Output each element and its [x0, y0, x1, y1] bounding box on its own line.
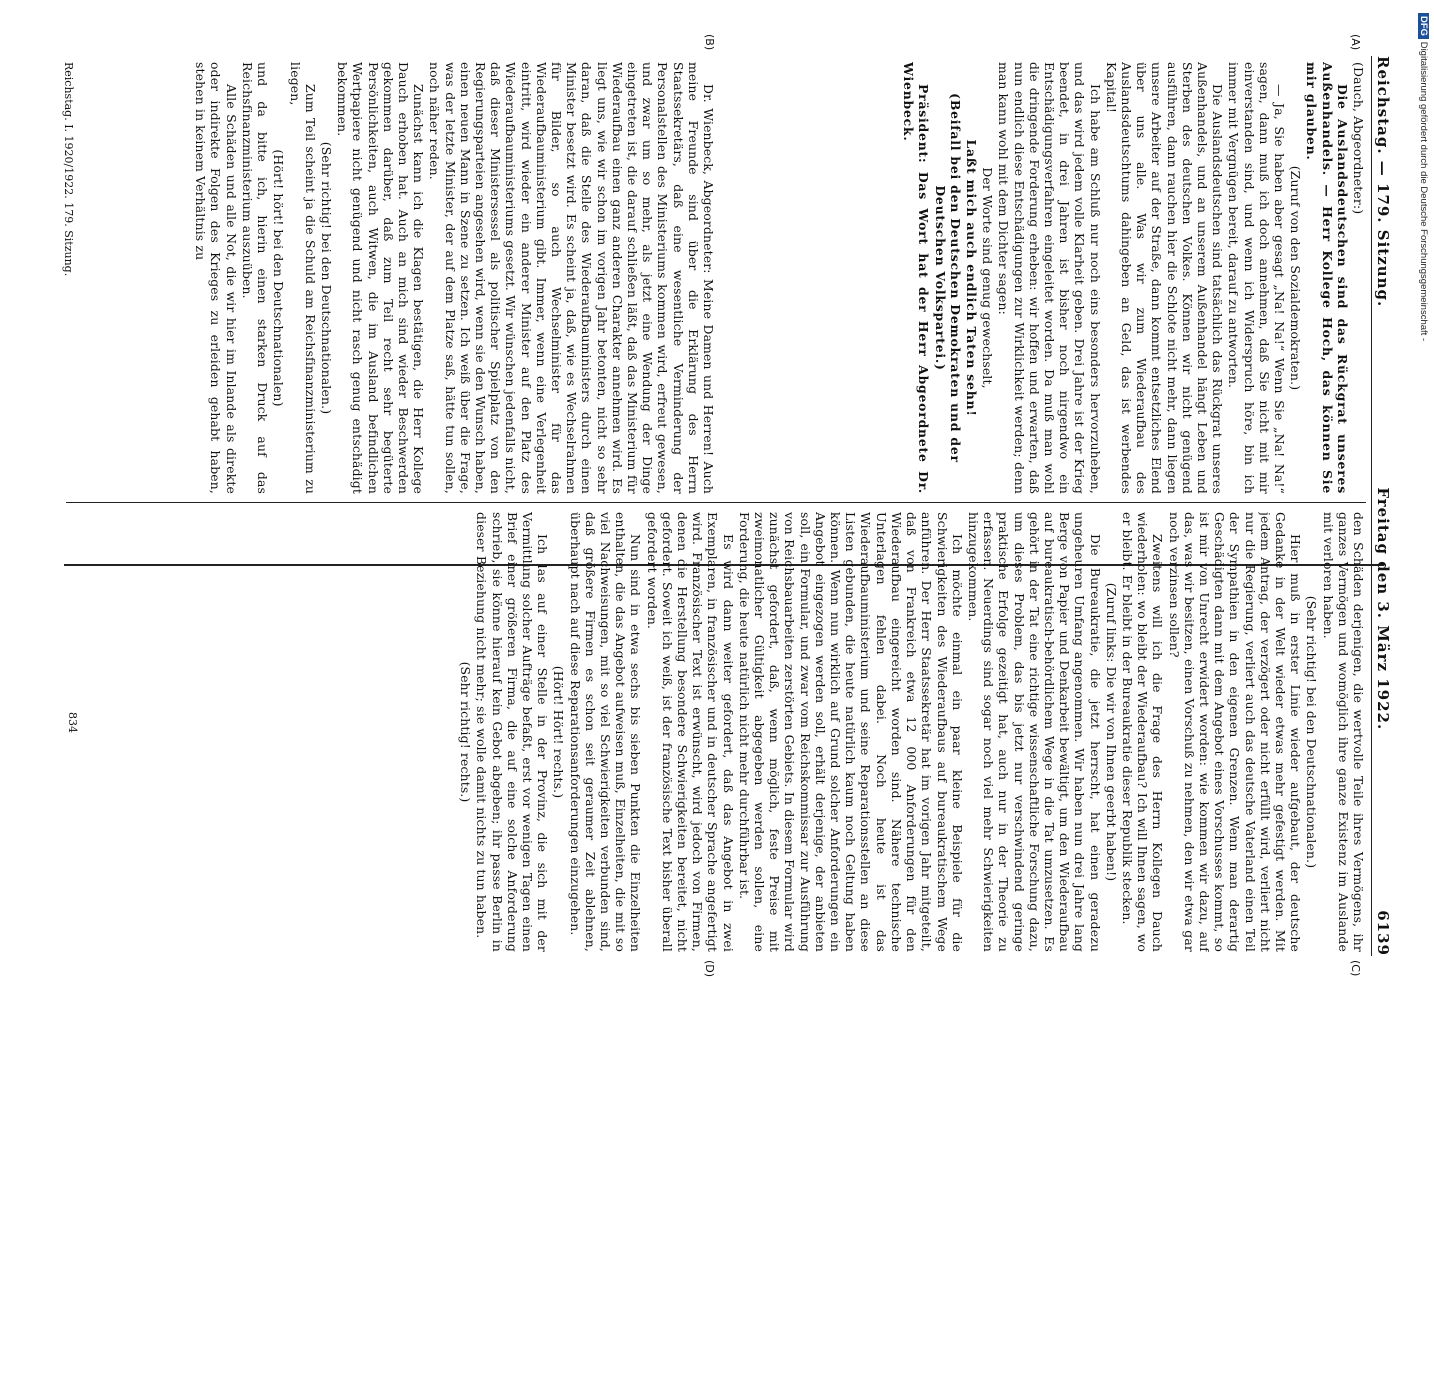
margin-letter-c: (C) — [1349, 960, 1362, 977]
left-column-lower — [62, 62, 716, 494]
verse-line: Laßt mich auch endlich Taten sehn! — [963, 139, 979, 417]
speech-wienbeck: Dr. Wienbeck, Abgeordneter: Meine Damen und Herren! Auch meine Freunde sind über die Erklärung des Herrn Staatssekretärs, daß eine wesentliche Verminderung der Personalstellen des Ministeriums kommen wird, erfreut gewesen, und zwar um so mehr, als jetzt eine Wendung der Dinge eingetreten ist, die darauf schließen läßt, daß das Ministerium für Wiederaufbau einen ganz anderen Charakter annehmen wird. Es liegt uns, wie wir schon im vorigen Jahr betonten, nicht so sehr daran, daß die Stelle des Wiederaufbauministers durch einen Minister besetzt wird. Es scheint ja, daß, wie es Wechselrahmen für Bilder, so auch Wechselminister für das Wiederaufbauministerium gibt. Immer, wenn eine Verlegenheit eintritt, wird wieder ein anderer Minister auf den Platz des Wiederaufbauministeriums gesetzt. Wir wünschen jedenfalls nicht, daß dieser Ministersessel als politischer Spielplatz von den Regierungsparteien angesehen wird, wenn sie den Wunsch haben, einen neuen Mann in Szene zu setzen. Ich weiß über die Frage, was der letzte Minister, der auf dem Platze saß, hätte tun sollen, noch näher reden. — [427, 62, 716, 494]
interjection: (Sehr richtig! bei den Deutschnationalen.) — [1304, 595, 1320, 869]
paragraph: Ich las auf einer Stelle in der Provinz, die sich mit der Vermittlung solcher Aufträge befaßt, erst vor wenigen Tagen einen Brief einer größeren Firma, die auf eine solche Anforderung schrieb, sie könne hierauf kein Gebot abgeben; ihr passe Berlin in dieser Beziehung nicht mehr; sie wolle damit nichts zu tun haben. — [474, 512, 551, 952]
interjection: (Beifall bei den Deutschen Demokraten und der Deutschen Volkspartei.) — [932, 93, 963, 463]
interjection: (Hört! Hört! rechts.) — [551, 665, 567, 799]
dfg-logo: DFG — [1418, 13, 1429, 39]
margin-letter-a: (A) — [1349, 34, 1362, 51]
paragraph: Alle Schäden und alle Not, die wir hier im Inlande als direkte oder indirekte Folgen des Krieges zu erleiden gehabt haben, stehen in keinem Verhältnis zu — [193, 62, 239, 494]
interjection: (Hört! hört! bei den Deutschnationalen) — [271, 149, 287, 407]
right-column — [66, 512, 1366, 952]
president-remark: Präsident: Das Wort hat der Herr Abgeordnete Dr. Wienbeck. — [901, 62, 932, 494]
paragraph: den Schäden derjenigen, die wertvolle Teile ihres Vermögens, ihr ganzes Vermögen und womöglich ihre ganze Existenz im Auslande mit verloren haben. — [1320, 512, 1366, 952]
footer-right: 834 — [66, 712, 79, 733]
paragraph: Es wird dann weiter gefordert, daß das Angebot in zwei Exemplaren, in französischer und in deutscher Sprache angefertigt wird. Französischer Text ist erwünscht, wird jedoch von Firmen, denen die Herstellung besondere Schwierigkeiten bereitet, nicht gefordert. Soweit ich weiß, ist der französische Text bisher überall gefordert worden. — [644, 512, 736, 952]
paragraph: Nun sind in etwa sechs bis sieben Punkten die Einzelheiten enthalten, die das Angebot aufweisen muß, Einzelheiten, die mit so viel Nachweisungen, mit so viel Schwierigkeiten verbunden sind, daß größere Firmen es schon seit geraumer Zeit ablehnen, überhaupt nach auf diese Reparationsanforderungen einzugehen. — [567, 512, 644, 952]
page-number: 6139 — [1374, 910, 1392, 956]
paragraph: Ich möchte einmal ein paar kleine Beispiele für die Schwierigkeiten des Wiederaufbaus auf bureaukratischem Wege anführen. Der Herr Staatssekretär hat im vorigen Jahr mitgeteilt, daß von Frankreich etwa 12 000 Anforderungen für den Wiederaufbau eingereicht worden sind. Nähere technische Unterlagen fehlen dabei. Noch heute ist das Wiederaufbauministerium und seine Reparationsstellen an diese Listen gebunden, die heute natürlich kaum noch Geltung haben können. Wenn nun wirklich auf Grund solcher Anforderungen ein Angebot eingezogen werden soll, erhält derjenige, der anbieten soll, ein Formular, und zwar vom Reichskommissar zur Ausführung von Reichsbauarbeiten zerstörten Gebiets. In diesem Formular wird zunächst gefordert, daß, wenn möglich, feste Preise mit zweimonatlicher Gültigkeit abgegeben werden sollen, eine Forderung, die heute natürlich nicht mehr durchführbar ist. — [736, 512, 965, 952]
paragraph: Hier muß in erster Linie wieder aufgebaut, der deutsche Gedanke in der Welt wieder etwas mehr gefestigt werden. Mit jedem Antrag, der verzögert oder nicht erfüllt wird, verliert nicht nur die Regierung, verliert auch das deutsche Vaterland einen Teil der Sympathien in den eigenen Grenzen. Wenn man derartig Geschädigten dann mit dem Angebot eines Vorschusses kommt, so ist mir von Unrecht erwidert worden: wie kommen wir dazu, auf das, was wir besitzen, einen Vorschuß zu nehmen, den wir etwa gar noch verzinsen sollen? — [1166, 512, 1304, 952]
margin-letter-b: (B) — [703, 34, 716, 51]
page-header — [1371, 56, 1392, 956]
paragraph: Zweitens will ich die Frage des Herrn Kollegen Dauch wiederholen: wo bleibt der Wiederaufbau? Ich will Ihnen sagen, wo er bleibt. Er bleibt in der Bureaukratie dieser Republik stecken. — [1119, 512, 1166, 952]
verse-line: Der Worte sind genug gewechselt, — [980, 167, 996, 389]
footer-left: Reichstag. I. 1920/1922. 179. Sitzung. — [62, 62, 75, 277]
paragraph: Zum Teil scheint ja die Schuld am Reichsfinanzministerium zu liegen, — [287, 62, 318, 494]
speaker-tag: (Dauch, Abgeordneter:) — [1351, 62, 1366, 215]
paragraph: Die Bureaukratie, die jetzt herrscht, hat einen geradezu ungeheuren Umfang angenommen. Wir haben nun drei Jahre lang Berge von Papier und Denkarbeit bewältigt, um den Wiederaufbau auf bureaukratisch-behördlichem Wege in die Tat umzusetzen. Es gehört in der Tat eine richtige wissenschaftliche Forschung dazu, um dieses Problem, das bis jetzt nur verschwindend geringe praktische Erfolge gezeitigt hat, auch nur in der Theorie zu erfassen. Neuerdings sind sogar noch viel mehr Schwierigkeiten hinzugekommen. — [965, 512, 1103, 952]
interjection: (Sehr richtig! rechts.) — [458, 661, 474, 803]
header-left: Reichstag. — 179. Sitzung. — [1374, 56, 1392, 308]
interjection: (Zuruf links: Die wir von Ihnen geerbt haben!) — [1103, 582, 1119, 882]
digitization-note-text — [1415, 10, 1429, 990]
margin-letter-d: (D) — [703, 960, 716, 978]
column-rule — [66, 502, 1366, 503]
left-column — [716, 62, 1366, 494]
paragraph: Zunächst kann ich die Klagen bestätigen, die Herr Kollege Dauch erhoben hat. Auch an mich sind wieder Beschwerden gekommen darüber, daß zum Teil recht sehr begüterte Persönlichkeiten, auch Witwen, die im Ausland befindlichen Wertpapiere nicht genügend und nicht rasch genug entschädigt bekommen. — [335, 62, 427, 494]
interjection: (Zuruf von den Sozialdemokraten.) — [1288, 165, 1304, 391]
paragraph: Die Auslandsdeutschen sind tatsächlich das Rückgrat unseres Außenhandels, und an unserem Außenhandel hängt Leben und Sterben des deutschen Volkes. Können wir nicht genügend ausführen, dann rauchen hier die Schlote nicht mehr, dann liegen unsere Arbeiter auf der Straße, dann kommt entsetzliches Elend über uns alle. Was wir zum Wiederaufbau des Auslandsdeutschtums dahingeben an Geld, das ist werbendes Kapital! — [1103, 62, 1226, 494]
rotated-sheet — [62, 34, 1392, 978]
interjection: (Sehr richtig! bei den Deutschnationalen.) — [318, 141, 334, 415]
paragraph: Die Auslandsdeutschen sind das Rückgrat unseres Außenhandels. — Herr Kollege Hoch, das können Sie mir glauben. — [1304, 62, 1350, 494]
header-center: Freitag den 3. März 1922. — [1374, 487, 1392, 731]
paragraph: Ich habe am Schluß nur noch eins besonders hervorzuheben, und das wird jedem volle Klarheit geben. Drei Jahre ist der Krieg beendet, in drei Jahren ist bisher noch nirgendwo ein Entschädigungsverfahren eingeleitet worden. Da muß man wohl die dringende Forderung erheben: wir hoffen und erwarten, daß nun endlich diese Entschädigungen zur Wirklichkeit werden; denn man kann wohl mit dem Dichter sagen: — [996, 62, 1103, 494]
paragraph: und da bitte ich, hierin einen starken Druck auf das Reichsfinanzministerium auszuüben. — [239, 62, 271, 494]
paragraph: — Ja, Sie haben aber gesagt „Na! Na!“ Wenn Sie „Na! Na!“ sagen, dann muß ich doch annehmen, daß Sie nicht mit mir einverstanden sind, und wenn ich Widerspruch höre, bin ich immer mit Vergnügen bereit, darauf zu antworten. — [1226, 62, 1287, 494]
digitization-note — [1416, 10, 1432, 990]
digitization-note-label: Digitalisierung gefördert durch die Deutsche Forschungsgemeinschaft - — [1418, 41, 1429, 342]
